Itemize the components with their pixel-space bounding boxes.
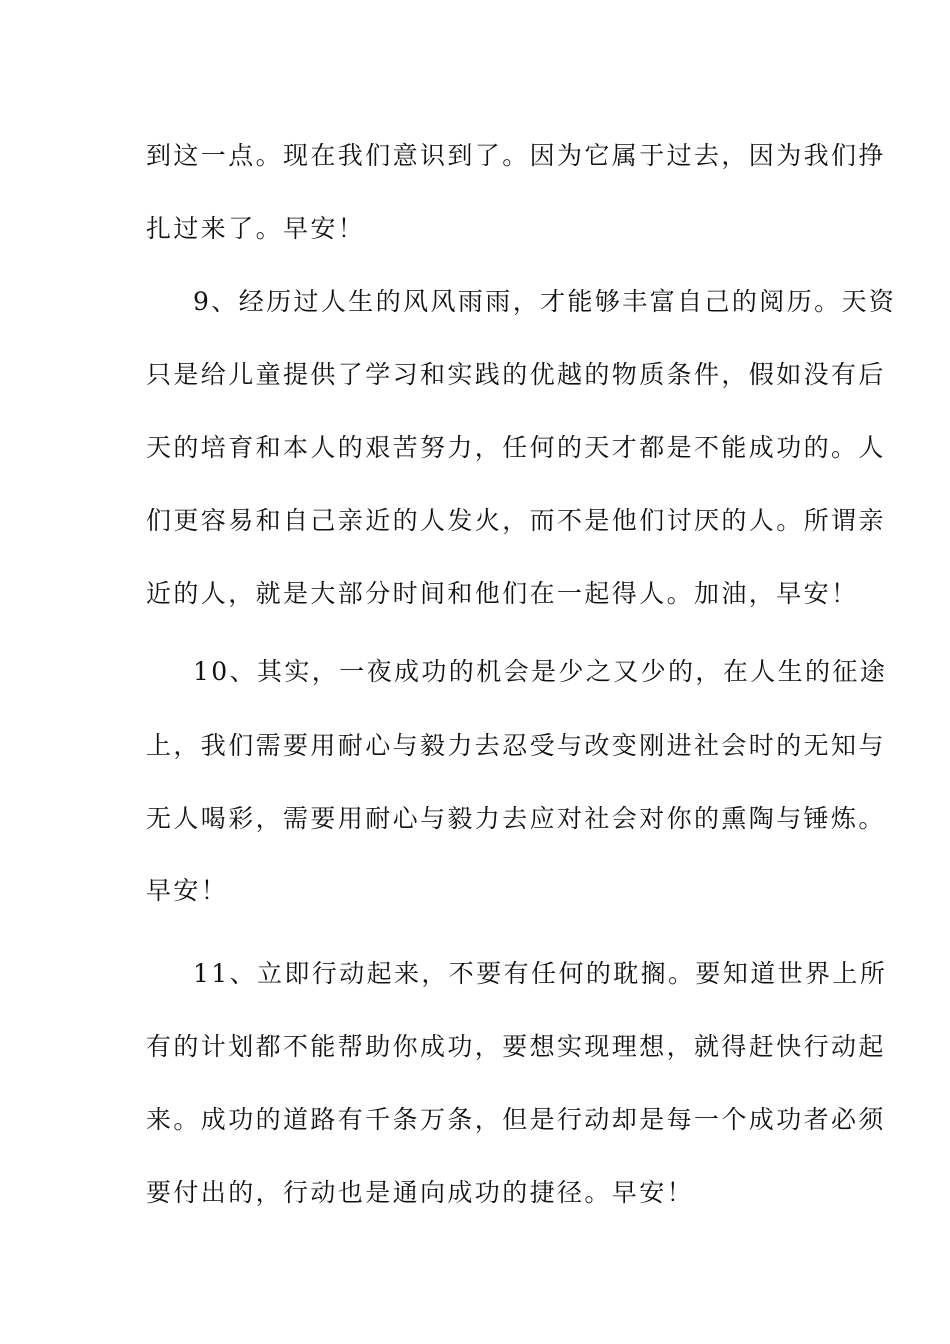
text-line: 早安！ — [146, 876, 229, 905]
paragraph-9-start: 9、经历过人生的风风雨雨，才能够丰富自己的阅历。天资 — [193, 287, 897, 316]
text-line: 有的计划都不能帮助你成功，要想实现理想，就得赶快行动起 — [146, 1032, 886, 1061]
text-line: 们更容易和自己亲近的人发火，而不是他们讨厌的人。所谓亲 — [146, 506, 886, 535]
text-line: 无人喝彩，需要用耐心与毅力去应对社会对你的熏陶与锤炼。 — [146, 804, 886, 833]
text-line: 天的培育和本人的艰苦努力，任何的天才都是不能成功的。人 — [146, 433, 886, 462]
text-line: 扎过来了。早安！ — [146, 214, 366, 243]
text-line: 只是给儿童提供了学习和实践的优越的物质条件，假如没有后 — [146, 360, 886, 389]
text-line: 要付出的，行动也是通向成功的捷径。早安！ — [146, 1178, 695, 1207]
text-line: 来。成功的道路有千条万条，但是行动却是每一个成功者必须 — [146, 1105, 886, 1134]
paragraph-10-start: 10、其实，一夜成功的机会是少之又少的，在人生的征途 — [193, 657, 888, 686]
text-line: 到这一点。现在我们意识到了。因为它属于过去，因为我们挣 — [146, 141, 886, 170]
paragraph-11-start: 11、立即行动起来，不要有任何的耽搁。要知道世界上所 — [193, 959, 888, 988]
text-line: 近的人，就是大部分时间和他们在一起得人。加油，早安！ — [146, 579, 859, 608]
text-line: 上，我们需要用耐心与毅力去忍受与改变刚进社会时的无知与 — [146, 731, 886, 760]
